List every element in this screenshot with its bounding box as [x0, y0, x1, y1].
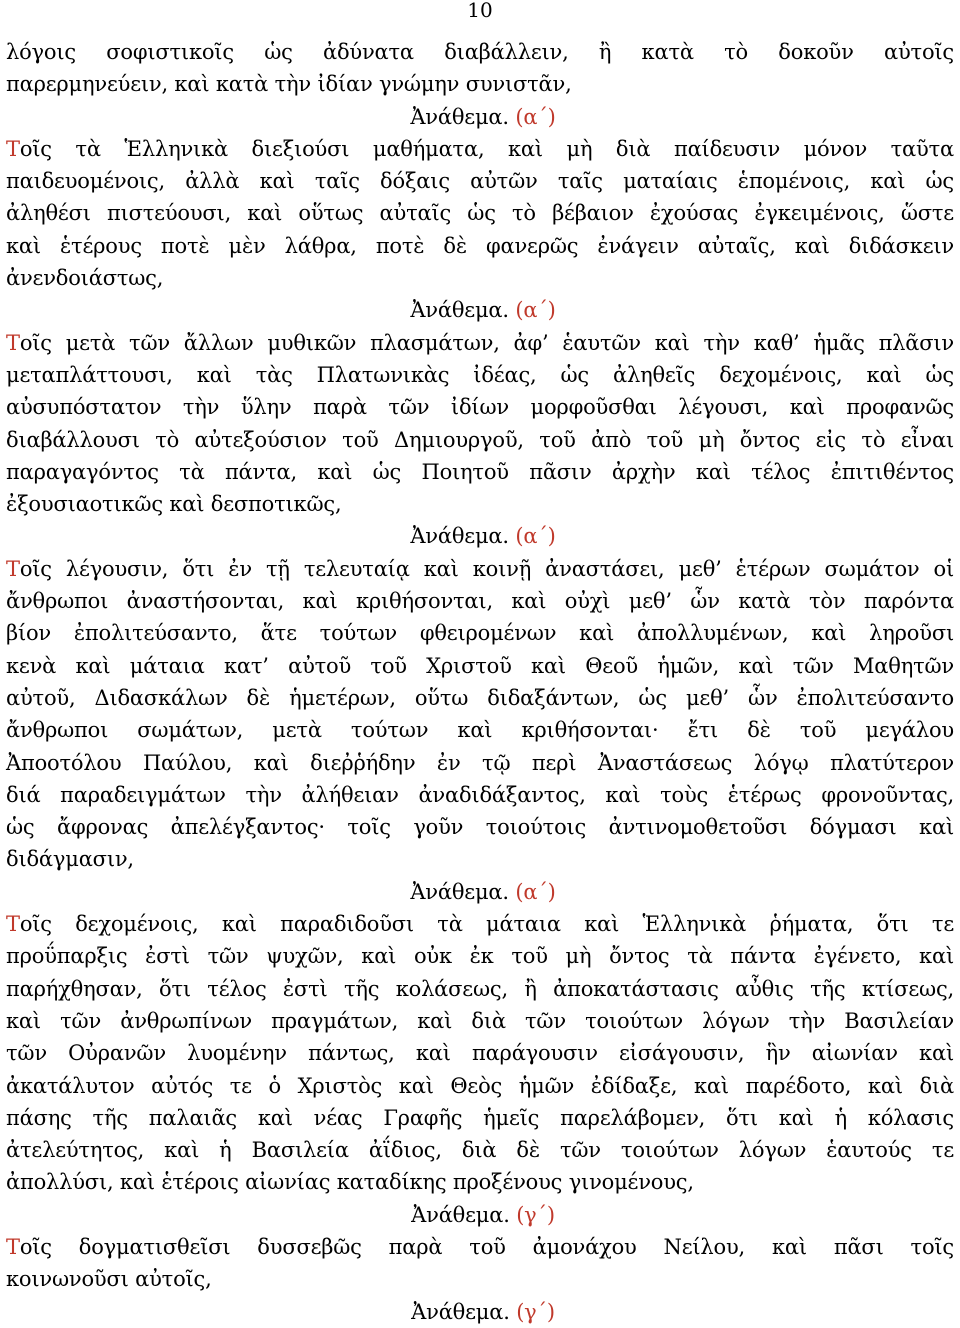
text-line — [6, 165, 954, 197]
text-line — [6, 1166, 954, 1198]
text-line — [6, 1263, 954, 1295]
text-line — [6, 779, 954, 811]
text-line — [6, 843, 954, 875]
text-line — [6, 973, 954, 1005]
line-text: αὐσυπόστατον τὴν ὕλην παρὰ τῶν ἰδίων μορφοῦσθαι λέγουσι, καὶ προφανῶς — [6, 395, 954, 420]
anathema-line — [6, 520, 954, 552]
line-text: ὡς ἄφρονας ἀπελέγξαντος· τοῖς γοῦν τοιούτοις ἀντινομοθετοῦσι δόγμασι καὶ — [6, 815, 954, 840]
anathema-count: (α΄) — [515, 104, 556, 129]
line-text: οῖς δεχομένοις, καὶ παραδιδοῦσι τὰ μάταια καὶ Ἑλληνικὰ ῥήματα, ὅτι τε — [19, 912, 954, 937]
page-number: 10 — [467, 0, 493, 22]
line-text: ἀληθέσι πιστεύουσι, καὶ οὕτως αὐταῖς ὡς τὸ βέβαιον ἐχούσας ἐγκειμένοις, ὥστε — [6, 201, 954, 226]
document-body — [6, 36, 954, 1328]
line-text: παρερμηνεύειν, καὶ κατὰ τὴν ἰδίαν γνώμην συνιστᾶν, — [6, 72, 572, 97]
anathema-word: Ἀνάθεμα. — [411, 1202, 510, 1227]
anathema-count: (α΄) — [515, 298, 556, 323]
text-line — [6, 747, 954, 779]
line-text: οῖς λέγουσιν, ὅτι ἐν τῇ τελευταίᾳ καὶ κοινῇ ἀναστάσει, μεθ’ ἑτέρων σωμάτον οἱ — [19, 556, 954, 581]
line-text: οῖς τὰ Ἑλληνικὰ διεξιούσι μαθήματα, καὶ μὴ διὰ παίδευσιν μόνον ταῦτα — [19, 136, 954, 161]
text-line — [6, 682, 954, 714]
line-text: ἀπολλύσι, καὶ ἑτέροις αἰωνίας καταδίκης προξένους γινομένους, — [6, 1170, 694, 1195]
line-text: βίον ἐπολιτεύσαντο, ἅτε τούτων φθειρομένων καὶ ἀπολλυμένων, καὶ ληροῦσι — [6, 621, 954, 646]
text-line — [6, 908, 954, 940]
anathema-count: (γ΄) — [516, 1299, 555, 1324]
line-text: διδάγμασιν, — [6, 847, 134, 872]
line-text: τῶν Οὐρανῶν λυομένην πάντως, καὶ παράγουσιν εἰσάγουσιν, ἣν αἰωνίαν καὶ — [6, 1041, 954, 1066]
line-text: παραγαγόντος τὰ πάντα, καὶ ὡς Ποιητοῦ πᾶσιν ἀρχὴν καὶ τέλος ἐπιτιθέντος — [6, 459, 954, 484]
anathema-line — [6, 294, 954, 326]
text-line — [6, 1231, 954, 1263]
paragraph — [6, 1231, 954, 1296]
line-text: διά παραδειγμάτων τὴν ἀλήθειαν ἀναδιδάξαντος, καὶ τοὺς ἑτέρως φρονοῦντας, — [6, 782, 954, 807]
text-line — [6, 1102, 954, 1134]
text-line — [6, 1037, 954, 1069]
initial-letter: Τ — [6, 556, 20, 581]
paragraph — [6, 327, 954, 521]
paragraph — [6, 908, 954, 1199]
anathema-count: (α΄) — [515, 879, 556, 904]
line-text: οῖς δογματισθεῖσι δυσσεβῶς παρὰ τοῦ ἀμονάχου Νείλου, καὶ πᾶσι τοῖς — [19, 1234, 954, 1259]
line-text: ἄνθρωποι σωμάτων, μετὰ τούτων καὶ κριθήσονται· ἔτι δὲ τοῦ μεγάλου — [6, 718, 954, 743]
text-line — [6, 68, 954, 100]
text-line — [6, 36, 954, 68]
text-line — [6, 553, 954, 585]
line-text: πάσης τῆς παλαιᾶς καὶ νέας Γραφῆς ἡμεῖς παρελάβομεν, ὅτι καὶ ἡ κόλασις — [6, 1105, 954, 1130]
initial-letter: Τ — [6, 330, 20, 355]
text-line — [6, 230, 954, 262]
anathema-word: Ἀνάθεμα. — [410, 104, 509, 129]
paragraph-continuation — [6, 36, 954, 101]
line-text: διαβάλλουσι τὸ αὐτεξούσιον τοῦ Δημιουργοῦ, τοῦ ἀπὸ τοῦ μὴ ὄντος εἰς τὸ εἶναι — [6, 427, 954, 452]
line-text: ἀνενδοιάστως, — [6, 266, 164, 291]
anathema-word: Ἀνάθεμα. — [410, 524, 509, 549]
line-text: καὶ τῶν ἀνθρωπίνων πραγμάτων, καὶ διὰ τῶν τοιούτων λόγων τὴν Βασιλείαν — [6, 1008, 954, 1033]
anathema-word: Ἀνάθεμα. — [410, 879, 509, 904]
paragraph — [6, 133, 954, 294]
text-line — [6, 197, 954, 229]
line-text: μεταπλάττουσι, καὶ τὰς Πλατωνικὰς ἰδέας, ὡς ἀληθεῖς δεχομένοις, καὶ ὡς — [6, 362, 954, 387]
text-line — [6, 617, 954, 649]
line-text: λόγοις σοφιστικοῖς ὡς ἀδύνατα διαβάλλειν, ἢ κατὰ τὸ δοκοῦν αὐτοῖς — [6, 40, 954, 64]
text-line — [6, 1134, 954, 1166]
anathema-line — [6, 1199, 954, 1231]
anathema-count: (α΄) — [515, 524, 556, 549]
line-text: ἀκατάλυτον αὐτός τε ὁ Χριστὸς καὶ Θεὸς ἡμῶν ἐδίδαξε, καὶ παρέδοτο, καὶ διὰ — [6, 1073, 954, 1098]
text-line — [6, 359, 954, 391]
line-text: Ἀποοτόλου Παύλου, καὶ διεῤῥήδην ἐν τῷ περὶ Ἀναστάσεως λόγῳ πλατύτερον — [6, 750, 954, 775]
text-line — [6, 1005, 954, 1037]
line-text: κοινωνοῦσι αὐτοῖς, — [6, 1267, 212, 1292]
text-line — [6, 456, 954, 488]
text-line — [6, 262, 954, 294]
line-text: προΰπαρξις ἐστὶ τῶν ψυχῶν, καὶ οὐκ ἐκ τοῦ μὴ ὄντος τὰ πάντα ἐγένετο, καὶ — [6, 944, 954, 969]
anathema-count: (γ΄) — [516, 1202, 555, 1227]
line-text: ἀτελεύτητος, καὶ ἡ Βασιλεία ἀΐδιος, διὰ δὲ τῶν τοιούτων λόγων ἑαυτούς τε — [6, 1138, 954, 1163]
line-text: ἄνθρωποι ἀναστήσονται, καὶ κριθήσονται, καὶ οὐχὶ μεθ’ ὧν κατὰ τὸν παρόντα — [6, 589, 954, 614]
line-text: αὐτοῦ, Διδασκάλων δὲ ἡμετέρων, οὕτω διδαξάντων, ὡς μεθ’ ὧν ἐπολιτεύσαντο — [6, 685, 954, 710]
anathema-line — [6, 1296, 954, 1328]
text-line — [6, 327, 954, 359]
text-line — [6, 1070, 954, 1102]
text-line — [6, 391, 954, 423]
line-text: κενὰ καὶ μάταια κατ’ αὐτοῦ τοῦ Χριστοῦ καὶ Θεοῦ ἡμῶν, καὶ τῶν Μαθητῶν — [6, 653, 954, 678]
anathema-word: Ἀνάθεμα. — [411, 1299, 510, 1324]
line-text: παιδευομένοις, ἀλλὰ καὶ ταῖς δόξαις αὐτῶν ταῖς ματαίαις ἑπομένοις, καὶ ὡς — [6, 169, 954, 194]
initial-letter: Τ — [6, 912, 20, 937]
line-text: καὶ ἑτέρους ποτὲ μὲν λάθρα, ποτὲ δὲ φανερῶς ἐνάγειν αὐταῖς, καὶ διδάσκειν — [6, 233, 954, 258]
line-text: οῖς μετὰ τῶν ἄλλων μυθικῶν πλασμάτων, ἀφ’ ἑαυτῶν καὶ τὴν καθ’ ἡμᾶς πλᾶσιν — [19, 330, 954, 355]
initial-letter: Τ — [6, 136, 20, 161]
anathema-word: Ἀνάθεμα. — [410, 298, 509, 323]
text-line — [6, 940, 954, 972]
text-line — [6, 650, 954, 682]
text-line — [6, 488, 954, 520]
line-text: παρήχθησαν, ὅτι τέλος ἐστὶ τῆς κολάσεως, ἢ ἀποκατάστασις αὖθις τῆς κτίσεως, — [6, 976, 954, 1001]
text-line — [6, 714, 954, 746]
text-line — [6, 424, 954, 456]
initial-letter: Τ — [6, 1234, 20, 1259]
anathema-line — [6, 101, 954, 133]
text-line — [6, 133, 954, 165]
paragraph — [6, 553, 954, 876]
line-text: ἐξουσιαοτικῶς καὶ δεσποτικῶς, — [6, 492, 342, 517]
text-line — [6, 585, 954, 617]
anathema-line — [6, 876, 954, 908]
text-line — [6, 811, 954, 843]
